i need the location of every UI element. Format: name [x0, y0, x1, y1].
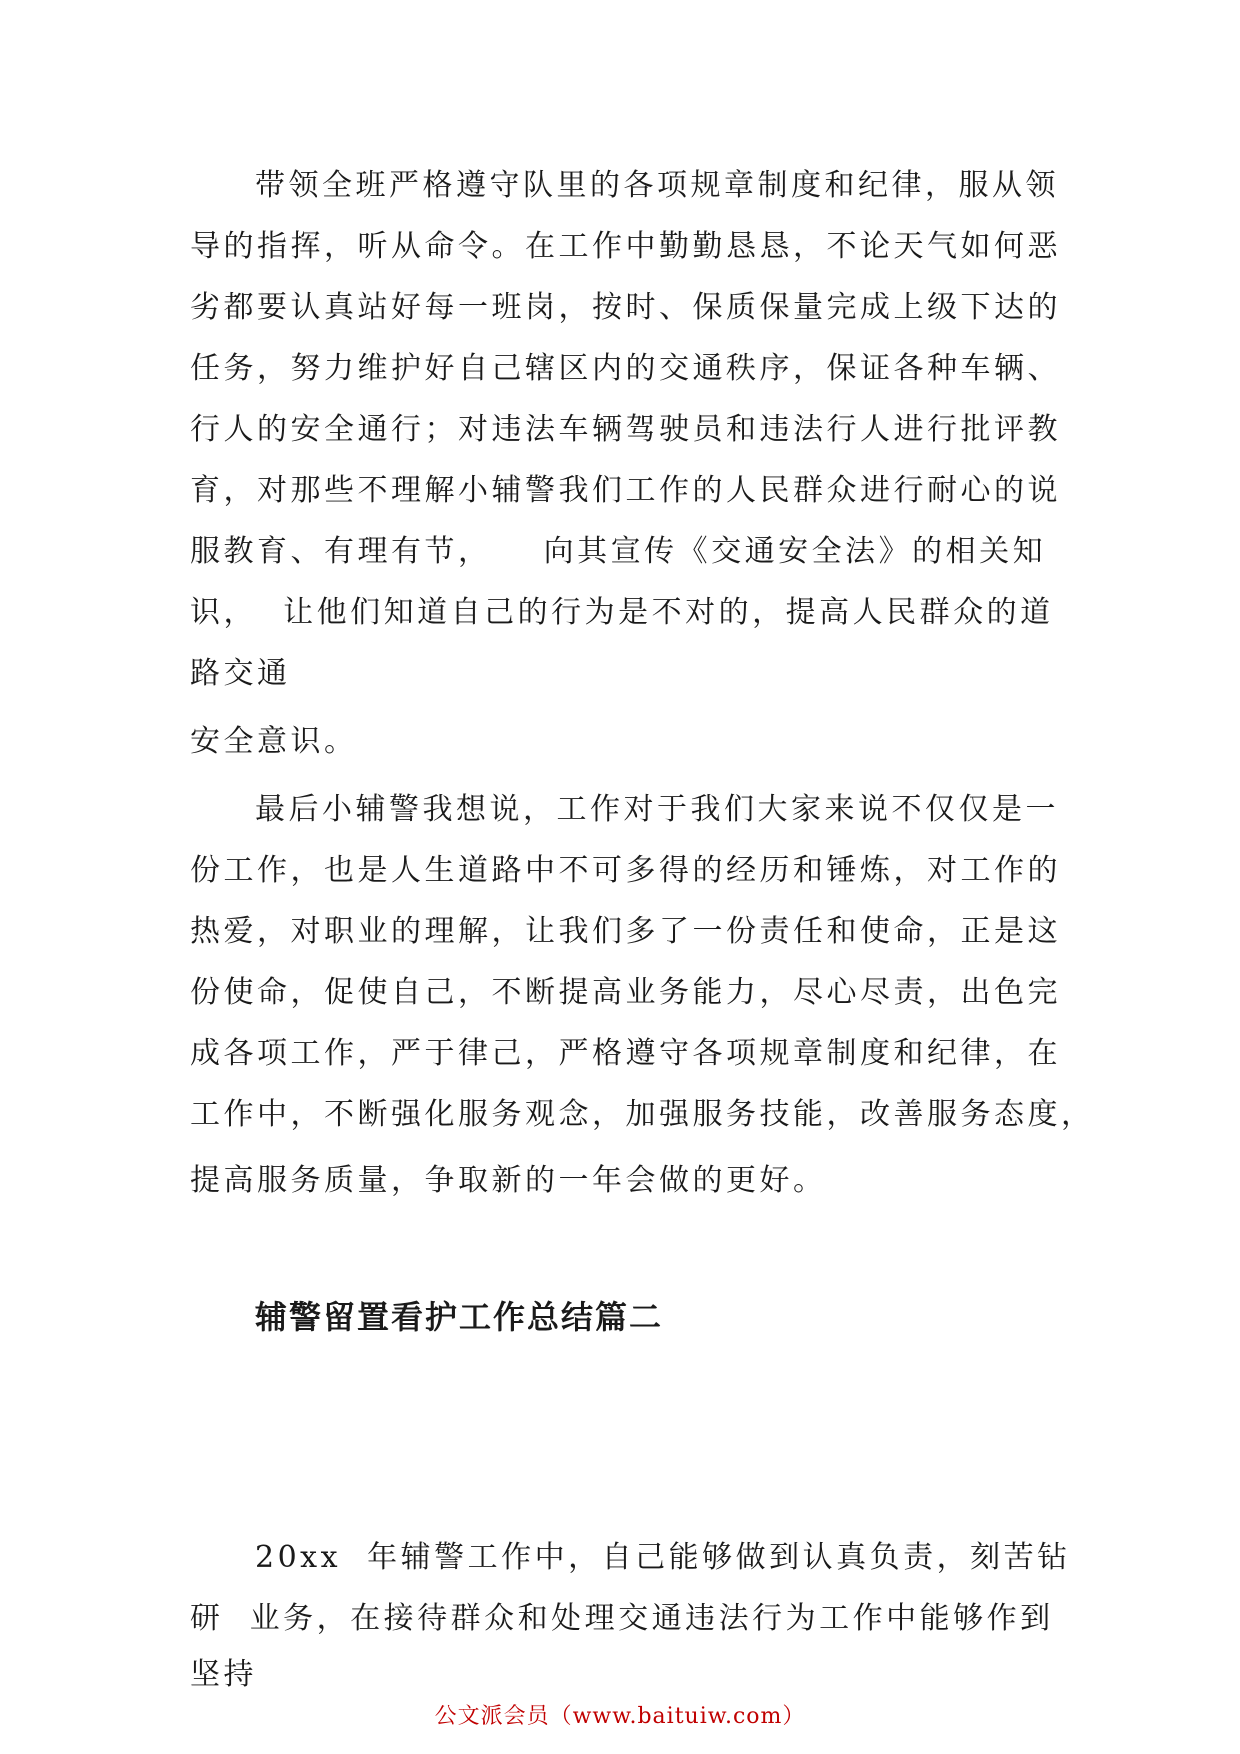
paragraph-2-line: 热爱，对职业的理解，让我们多了一份责任和使命，正是这: [190, 914, 1061, 949]
paragraph-3-line: 坚持: [190, 1657, 257, 1692]
paragraph-1-line: 行人的安全通行；对违法车辆驾驶员和违法行人进行批评教: [190, 412, 1061, 447]
section-heading: 辅警留置看护工作总结篇二: [255, 1298, 664, 1336]
paragraph-2-line: 份使命，促使自己，不断提高业务能力，尽心尽责，出色完: [190, 975, 1061, 1010]
paragraph-2-line: 成各项工作，严于律己，严格遵守各项规章制度和纪律，在: [190, 1036, 1061, 1071]
paragraph-1-line: 路交通: [190, 656, 291, 691]
paragraph-1-line: 劣都要认真站好每一班岗，按时、保质保量完成上级下达的: [190, 290, 1061, 325]
paragraph-1-line: 导的指挥，听从命令。在工作中勤勤恳恳，不论天气如何恶: [190, 229, 1061, 264]
footer-watermark: 公文派会员（www.baituiw.com）: [434, 1704, 806, 1729]
paragraph-3-line: 20xx 年辅警工作中，自己能够做到认真负责，刻苦钻: [255, 1540, 1071, 1575]
paragraph-1-line: 安全意识。: [190, 724, 358, 759]
paragraph-1-line: 任务，努力维护好自己辖区内的交通秩序，保证各种车辆、: [190, 351, 1061, 386]
paragraph-2-line: 份工作，也是人生道路中不可多得的经历和锤炼，对工作的: [190, 853, 1061, 888]
paragraph-2-line: 工作中，不断强化服务观念，加强服务技能，改善服务态度，: [190, 1097, 1095, 1132]
paragraph-1-line: 育，对那些不理解小辅警我们工作的人民群众进行耐心的说: [190, 473, 1061, 508]
paragraph-1-line: 识， 让他们知道自己的行为是不对的，提高人民群众的道: [190, 595, 1054, 630]
paragraph-2-line: 提高服务质量，争取新的一年会做的更好。: [190, 1163, 827, 1198]
paragraph-1-line: 带领全班严格遵守队里的各项规章制度和纪律，服从领: [255, 168, 1059, 203]
paragraph-1-line: 服教育、有理有节， 向其宣传《交通安全法》的相关知: [190, 534, 1047, 569]
paragraph-2-line: 最后小辅警我想说，工作对于我们大家来说不仅仅是一: [255, 792, 1059, 827]
paragraph-3-line: 研 业务，在接待群众和处理交通违法行为工作中能够作到: [190, 1601, 1054, 1636]
